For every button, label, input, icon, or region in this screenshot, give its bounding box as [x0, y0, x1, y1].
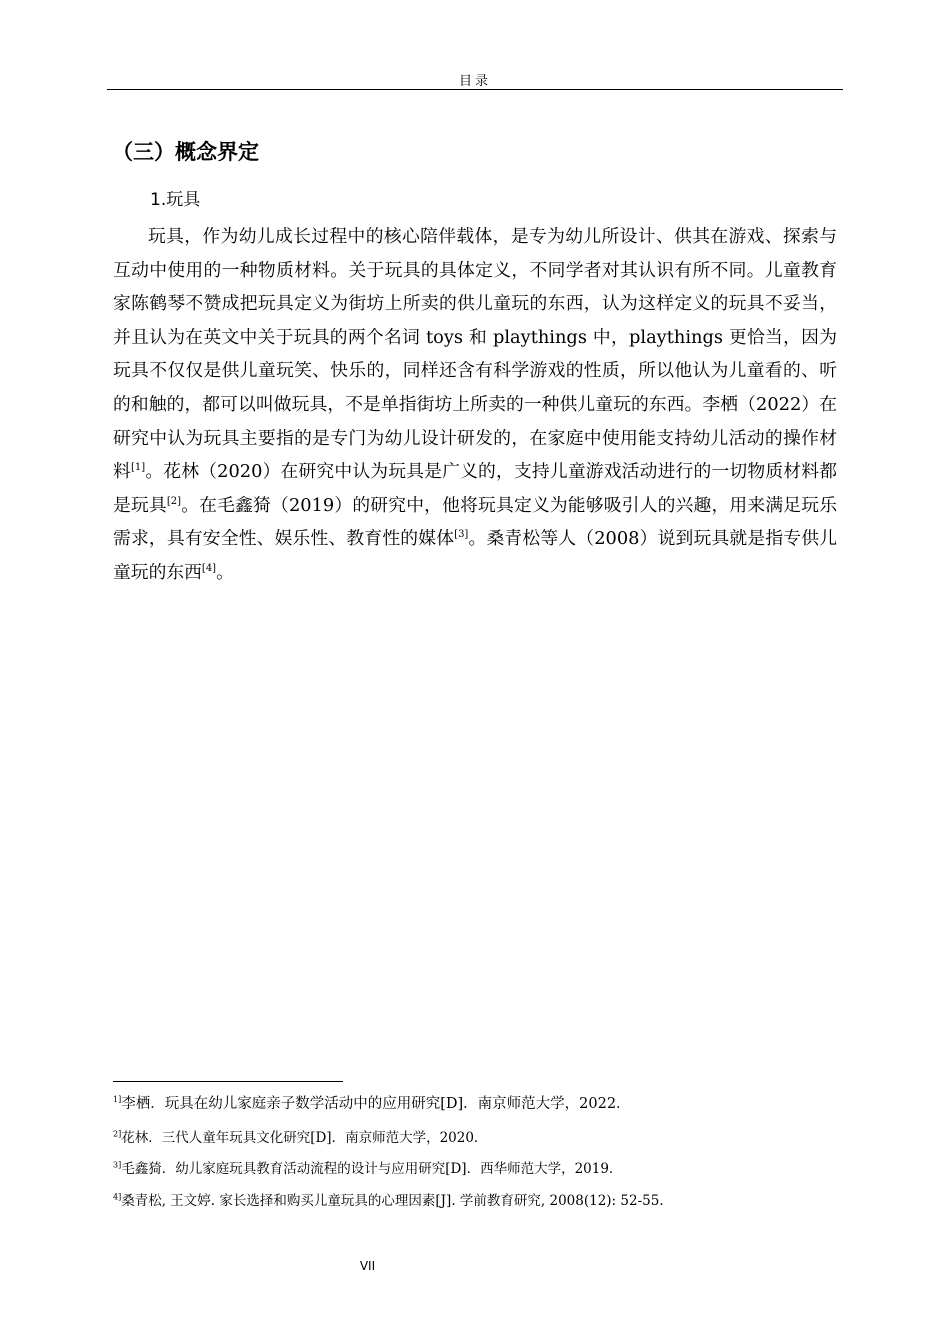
footnote-text: 李栖．玩具在幼儿家庭亲子数学活动中的应用研究[D]．南京师范大学，2022．: [121, 1096, 631, 1112]
citation-ref-2[interactable]: [2]: [166, 495, 182, 507]
header-rule: [107, 89, 843, 90]
footnote-mark: 1]: [113, 1095, 122, 1105]
subsection-heading: 1.玩具: [150, 190, 201, 210]
footnote-1: [113, 1092, 631, 1113]
footnote-2: [113, 1126, 487, 1146]
footnote-4: [113, 1189, 664, 1209]
footnote-separator: [113, 1081, 343, 1082]
footnote-text: 桑青松, 王文婷. 家长选择和购买儿童玩具的心理因素[J]. 学前教育研究, 2008(12): 52-55.: [121, 1193, 664, 1209]
paragraph-text: 。在毛鑫猗（2019）的研究中，他将玩具定义为能够吸引人的兴趣，用来满足玩乐需求，具有安全性、娱乐性、教育性的媒体: [113, 494, 837, 550]
footnote-mark: 4]: [113, 1192, 122, 1202]
footnote-mark: 2]: [113, 1129, 122, 1139]
paragraph-text: 玩具，作为幼儿成长过程中的核心陪伴载体，是专为幼儿所设计、供其在游戏、探索与互动中使用的一种物质材料。关于玩具的具体定义，不同学者对其认识有所不同。儿童教育家陈鹤琴不赞成把玩具定义为街坊上所卖的供儿童玩的东西，认为这样定义的玩具不妥当，并且认为在英文中关于玩具的两个名词 toys 和 playthings 中，playthings 更恰当，因为玩具不仅仅是供儿童玩笑、快乐的，同样还含有科学游戏的性质，所以他认为儿童看的、听的和触的，都可以叫做玩具，不是单指街坊上所卖的一种供儿童玩的东西。李栖（2022）在研究中认为玩具主要指的是专门为幼儿设计研发的，在家庭中使用能支持幼儿活动的操作材料: [113, 226, 837, 483]
paragraph-text: 。桑青松等人（2008）说到玩具就是指专供儿童玩的东西: [113, 528, 837, 583]
running-header: 目录: [458, 74, 491, 89]
footnote-3: [113, 1157, 622, 1177]
footnote-text: 毛鑫猗．幼儿家庭玩具教育活动流程的设计与应用研究[D]．西华师范大学，2019．: [121, 1161, 623, 1177]
footnote-mark: 3]: [113, 1160, 122, 1170]
body-paragraph: [113, 220, 837, 590]
section-heading: （三）概念界定: [112, 140, 259, 164]
citation-ref-3[interactable]: [3]: [454, 529, 469, 541]
page-number: VII: [359, 1259, 376, 1273]
citation-ref-1[interactable]: [1]: [130, 462, 146, 474]
citation-ref-4[interactable]: [4]: [201, 563, 217, 575]
paragraph-text: 。: [216, 561, 234, 583]
footnote-text: 花林．三代人童年玩具文化研究[D]．南京师范大学，2020．: [121, 1130, 488, 1146]
paragraph-text: 。花林（2020）在研究中认为玩具是广义的，支持儿童游戏活动进行的一切物质材料都是玩具: [113, 461, 837, 516]
